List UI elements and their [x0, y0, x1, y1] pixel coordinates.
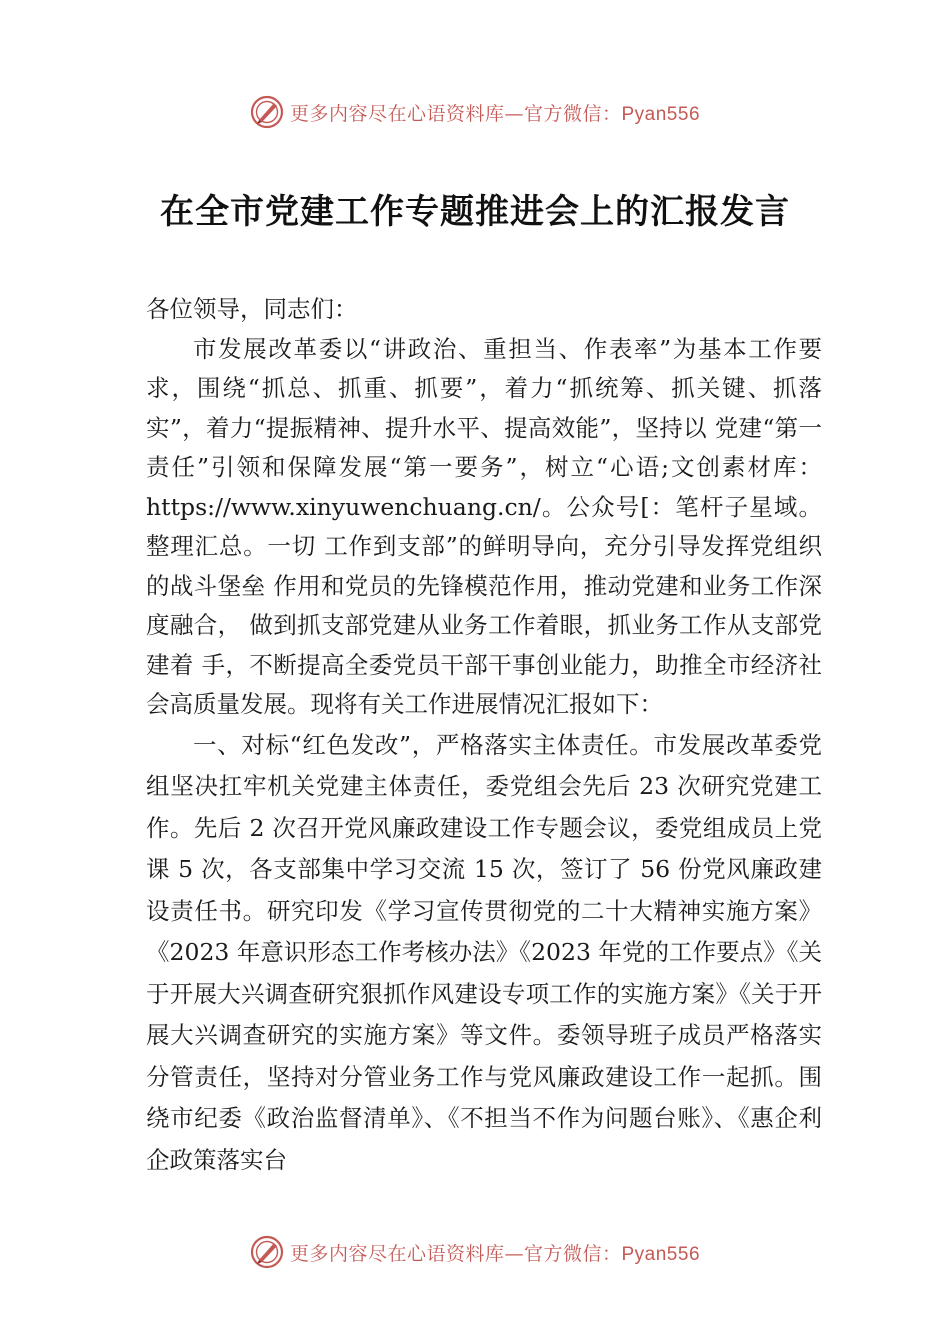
- banner-text: [290, 1239, 700, 1266]
- pen-logo-icon: [250, 1235, 284, 1269]
- banner-wechat-id: Pyan556: [621, 1243, 701, 1265]
- banner-separator: —: [504, 102, 524, 125]
- banner-main-text: 更多内容尽在心语资料库: [289, 102, 505, 125]
- intro-paragraph: 市发展改革委以“讲政治、重担当、作表率”为基本工作要求，围绕“抓总、抓重、抓要”，着力“抓统筹、抓关键、抓落实”，着力“提振精神、提升水平、提高效能”，坚持以 党建“第一责任”引领和保障发展“第一要务”，树立“心语;文创素材库：https://www.xinyuwenchuang.cn/。公众号[：笔杆子星域。整理汇总。一切 工作到支部”的鲜明导向，充分引导发挥党组织的战斗堡垒 作用和党员的先锋模范作用，推动党建和业务工作深度融合， 做到抓支部党建从业务工作着眼，抓业务工作从支部党建着 手，不断提高全委党员干部干事创业能力，助推全市经济社 会高质量发展。现将有关工作进展情况汇报如下：: [146, 334, 822, 718]
- banner-wechat-label: 官方微信：: [523, 102, 622, 125]
- footer-banner: [0, 1232, 950, 1272]
- banner-separator: —: [504, 1242, 524, 1265]
- banner-text: [290, 99, 700, 126]
- pen-logo-icon: [250, 95, 284, 129]
- document-body: [146, 290, 822, 1181]
- banner-wechat-label: 官方微信：: [523, 1242, 622, 1265]
- section-one-paragraph: 一、对标“红色发改”，严格落实主体责任。市发展改革委党组坚决扛牢机关党建主体责任，委党组会先后 23 次研究党建工作。先后 2 次召开党风廉政建设工作专题会议，委党组成员上党课 5 次，各支部集中学习交流 15 次，签订了 56 份党风廉政建设责任书。研究印发《学习宣传贯彻党的二十大精神实施方案》《2023 年意识形态工作考核办法》《2023 年党的工作要点》《关于开展大兴调查研究狠抓作风建设专项工作的实施方案》《关于开展大兴调查研究的实施方案》等文件。委领导班子成员严格落实分管责任，坚持对分管业务工作与党风廉政建设工作一起抓。围绕市纪委《政治监督清单》、《不担当不作为问题台账》、《惠企利企政策落实台: [146, 730, 822, 1174]
- salutation: 各位领导，同志们：: [146, 295, 358, 323]
- header-banner: [0, 92, 950, 132]
- document-title: 在全市党建工作专题推进会上的汇报发言: [160, 192, 790, 232]
- banner-main-text: 更多内容尽在心语资料库: [289, 1242, 505, 1265]
- banner-wechat-id: Pyan556: [621, 103, 701, 125]
